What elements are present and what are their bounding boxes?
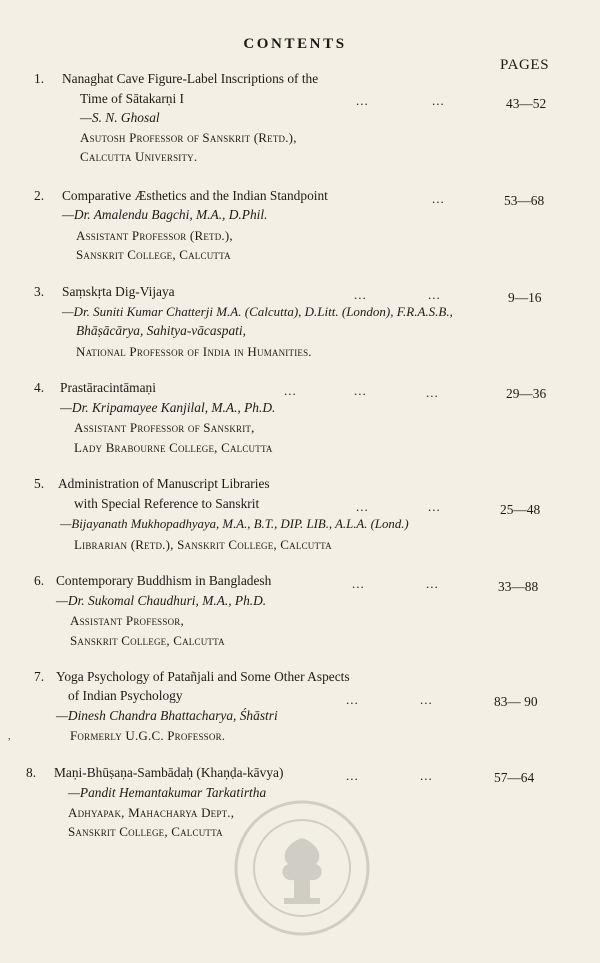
entry-author: —Bijayanath Mukhopadhyaya, M.A., B.T., DIP. LIB., A.L.A. (Lond.): [60, 517, 409, 531]
page-range: 83— 90: [494, 694, 538, 709]
leader-dots: ...: [352, 576, 365, 591]
entry-number: 8.: [26, 765, 37, 780]
leader-dots: ...: [354, 287, 367, 302]
leader-dots: ...: [432, 93, 445, 108]
page-range: 53—68: [504, 193, 545, 208]
entry-title-line-1: Prastāracintāmaṇi: [60, 380, 156, 395]
pages-column-header: PAGES: [500, 57, 550, 73]
page-range: 33—88: [498, 579, 539, 594]
entry-author: —Dr. Amalendu Bagchi, M.A., D.Phil.: [62, 207, 268, 222]
entry-title-line-2: Time of Sātakarṇi I: [80, 91, 185, 106]
leader-dots: ...: [354, 383, 367, 398]
entry-affiliation-line-1: Librarian (Retd.), Sanskrit College, Calcutta: [74, 537, 332, 552]
entry-affiliation-line-2: Calcutta University.: [80, 149, 198, 164]
entry-affiliation-line-2: Sanskrit College, Calcutta: [68, 824, 223, 839]
entry-number: 4.: [34, 380, 45, 395]
entry-author: —Dinesh Chandra Bhattacharya, Śhāstri: [56, 708, 278, 723]
leader-dots: ...: [346, 768, 359, 783]
leader-dots: ...: [428, 287, 441, 302]
entry-title-line-1: Maṇi-Bhūṣaṇa-Sambādaḥ (Khaṇḍa-kāvya): [54, 765, 284, 780]
entry-title-line-1: Comparative Æsthetics and the Indian Standpoint: [62, 188, 328, 203]
entry-affiliation-line-1: Adhyapak, Mahacharya Dept.,: [68, 805, 235, 820]
leader-dots: ...: [432, 191, 445, 206]
entry-title-line-2: with Special Reference to Sanskrit: [74, 496, 260, 511]
leader-dots: ...: [346, 692, 359, 707]
entry-affiliation-line-2: Lady Brabourne College, Calcutta: [74, 440, 273, 455]
leader-dots: ...: [420, 768, 433, 783]
entry-title-line-2: of Indian Psychology: [68, 688, 183, 703]
entry-author: —S. N. Ghosal: [80, 110, 160, 125]
entry-affiliation-line-1: Assistant Professor (Retd.),: [76, 228, 233, 243]
leader-dots: ...: [356, 93, 369, 108]
entry-number: 1.: [34, 71, 45, 86]
entry-title-line-1: Yoga Psychology of Patañjali and Some Other Aspects: [56, 669, 350, 684]
entry-affiliation-line-1: Assistant Professor of Sanskrit,: [74, 420, 255, 435]
entry-number: 7.: [34, 669, 45, 684]
leader-dots: ...: [284, 383, 297, 398]
entry-number: 6.: [34, 573, 45, 588]
entry-title-line-1: Saṃskṛta Dig-Vijaya: [62, 284, 175, 299]
leader-dots: ...: [426, 576, 439, 591]
entry-number: 3.: [34, 284, 45, 299]
entry-title-line-1: Administration of Manuscript Libraries: [58, 476, 270, 491]
page-range: 57—64: [494, 770, 535, 785]
entry-affiliation-line-1: Formerly U.G.C. Professor.: [70, 728, 226, 743]
contents-heading: CONTENTS: [243, 36, 347, 52]
leader-dots: ...: [420, 692, 433, 707]
entry-author: —Dr. Sukomal Chaudhuri, M.A., Ph.D.: [56, 593, 267, 608]
entry-affiliation-line-1: National Professor of India in Humanities.: [76, 344, 312, 359]
leader-dots: ...: [356, 499, 369, 514]
entry-title-line-1: Contemporary Buddhism in Bangladesh: [56, 573, 272, 588]
page-range: 25—48: [500, 502, 541, 517]
entry-affiliation-line-1: Assistant Professor,: [70, 613, 184, 628]
leader-dots: ...: [426, 385, 439, 400]
entry-title-line-1: Nanaghat Cave Figure-Label Inscriptions of the: [62, 71, 319, 86]
entry-affiliation-line-2: Sanskrit College, Calcutta: [70, 633, 225, 648]
page-range: 43—52: [506, 96, 547, 111]
entry-affiliation-line-1: Asutosh Professor of Sanskrit (Retd.),: [80, 130, 297, 145]
page-range: 29—36: [506, 386, 547, 401]
entry-author: —Dr. Suniti Kumar Chatterji M.A. (Calcutta), D.Litt. (London), F.R.A.S.B.,: [62, 304, 453, 319]
page-range: 9—16: [508, 290, 542, 305]
stray-mark: ,: [8, 731, 11, 742]
entry-number: 5.: [34, 476, 45, 491]
entry-author-line-2: Bhāṣācārya, Sahitya-vācaspati,: [76, 323, 246, 338]
leader-dots: ...: [428, 499, 441, 514]
entry-author: —Dr. Kripamayee Kanjilal, M.A., Ph.D.: [60, 400, 276, 415]
entry-number: 2.: [34, 188, 45, 203]
library-stamp-watermark: [232, 798, 372, 938]
entry-author: —Pandit Hemantakumar Tarkatirtha: [68, 785, 267, 800]
entry-affiliation-line-2: Sanskrit College, Calcutta: [76, 247, 231, 262]
